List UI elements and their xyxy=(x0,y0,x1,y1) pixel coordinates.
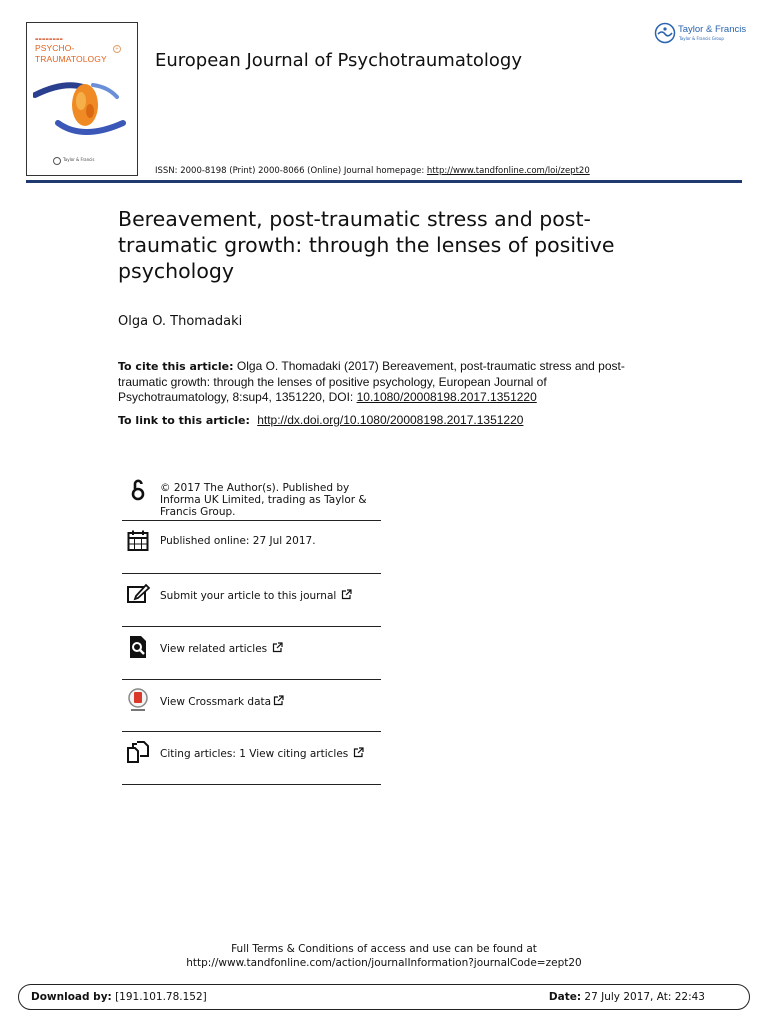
external-link-icon xyxy=(273,695,284,706)
related-articles-row[interactable] xyxy=(122,633,381,677)
article-link-label: To link to this article: xyxy=(118,414,250,427)
citation-text: Olga O. Thomadaki (2017) Bereavement, post-traumatic stress and post-traumatic growth: through the lenses of positive psychology, European Journal of Psychotraumatology, 8:sup4, 1351220, DOI: xyxy=(118,359,625,404)
related-articles-link[interactable]: View related articles xyxy=(160,643,268,655)
crossmark-row[interactable] xyxy=(122,686,381,730)
terms-url[interactable]: http://www.tandfonline.com/action/journalInformation?journalCode=zept20 xyxy=(186,957,582,969)
cover-supertitle: ▬▬▬▬▬▬▬▬ xyxy=(35,37,64,41)
citing-articles-icon xyxy=(126,740,150,764)
citing-articles-link[interactable]: Citing articles: 1 View citing articles xyxy=(160,748,349,760)
external-link-icon xyxy=(353,747,364,758)
download-by xyxy=(31,991,207,1003)
cover-artwork xyxy=(33,71,133,161)
cover-publisher-logo-icon xyxy=(53,157,61,165)
submit-article-link[interactable]: Submit your article to this journal xyxy=(160,590,337,602)
divider xyxy=(122,731,381,732)
publisher-name: Taylor & Francis xyxy=(678,24,747,35)
external-link-icon xyxy=(272,642,283,653)
citation-block xyxy=(118,359,638,406)
article-author: Olga O. Thomadaki xyxy=(118,314,243,329)
edit-icon xyxy=(126,582,150,606)
published-date: Published online: 27 Jul 2017. xyxy=(160,535,316,547)
citing-articles-row[interactable] xyxy=(122,738,381,782)
published-row xyxy=(122,527,381,571)
download-date xyxy=(549,991,705,1003)
citation-label: To cite this article: xyxy=(118,360,234,373)
date-label: Date: xyxy=(548,991,582,1003)
publisher-subtitle: Taylor & Francis Group xyxy=(679,36,724,41)
cover-publisher: Taylor & Francis xyxy=(63,157,95,162)
journal-homepage-link[interactable]: http://www.tandfonline.com/loi/zept20 xyxy=(426,166,590,176)
divider xyxy=(122,520,381,521)
divider xyxy=(122,626,381,627)
crossmark-link[interactable]: View Crossmark data xyxy=(160,696,272,708)
external-link-icon xyxy=(341,589,352,600)
article-link-line xyxy=(118,413,523,427)
divider xyxy=(122,573,381,574)
date-value: 27 July 2017, At: 22:43 xyxy=(584,991,705,1003)
calendar-icon xyxy=(126,529,150,553)
journal-cover xyxy=(26,22,138,176)
terms-notice xyxy=(0,942,768,970)
cover-title-line1: PSYCHO- xyxy=(35,43,75,53)
article-title: Bereavement, post-traumatic stress and post-traumatic growth: through the lenses of positive psychology xyxy=(118,207,615,283)
header-rule xyxy=(26,180,742,183)
article-doi-url[interactable]: http://dx.doi.org/10.1080/20008198.2017.1351220 xyxy=(257,413,524,427)
divider xyxy=(122,679,381,680)
journal-title: European Journal of Psychotraumatology xyxy=(155,50,523,71)
citation-doi-link[interactable]: 10.1080/20008198.2017.1351220 xyxy=(356,390,537,404)
taylor-francis-logo-icon xyxy=(654,22,676,44)
open-access-row xyxy=(122,476,381,520)
submit-article-row[interactable] xyxy=(122,580,381,624)
terms-line: Full Terms & Conditions of access and use can be found at xyxy=(231,943,537,955)
download-ip: [191.101.78.152] xyxy=(115,991,207,1003)
issn-line xyxy=(155,166,590,176)
divider xyxy=(122,784,381,785)
open-access-text: © 2017 The Author(s). Published by Informa UK Limited, trading as Taylor & Francis Group. xyxy=(160,482,367,518)
cover-plus-icon: + xyxy=(114,46,120,52)
crossmark-icon xyxy=(126,688,150,712)
open-access-icon xyxy=(126,478,150,502)
cover-title-line2: TRAUMATOLOGY xyxy=(35,54,107,64)
download-label: Download by: xyxy=(31,991,112,1003)
document-search-icon xyxy=(126,635,150,659)
issn-text: ISSN: 2000-8198 (Print) 2000-8066 (Online) Journal homepage: xyxy=(155,166,425,176)
download-info-bar xyxy=(18,984,750,1010)
